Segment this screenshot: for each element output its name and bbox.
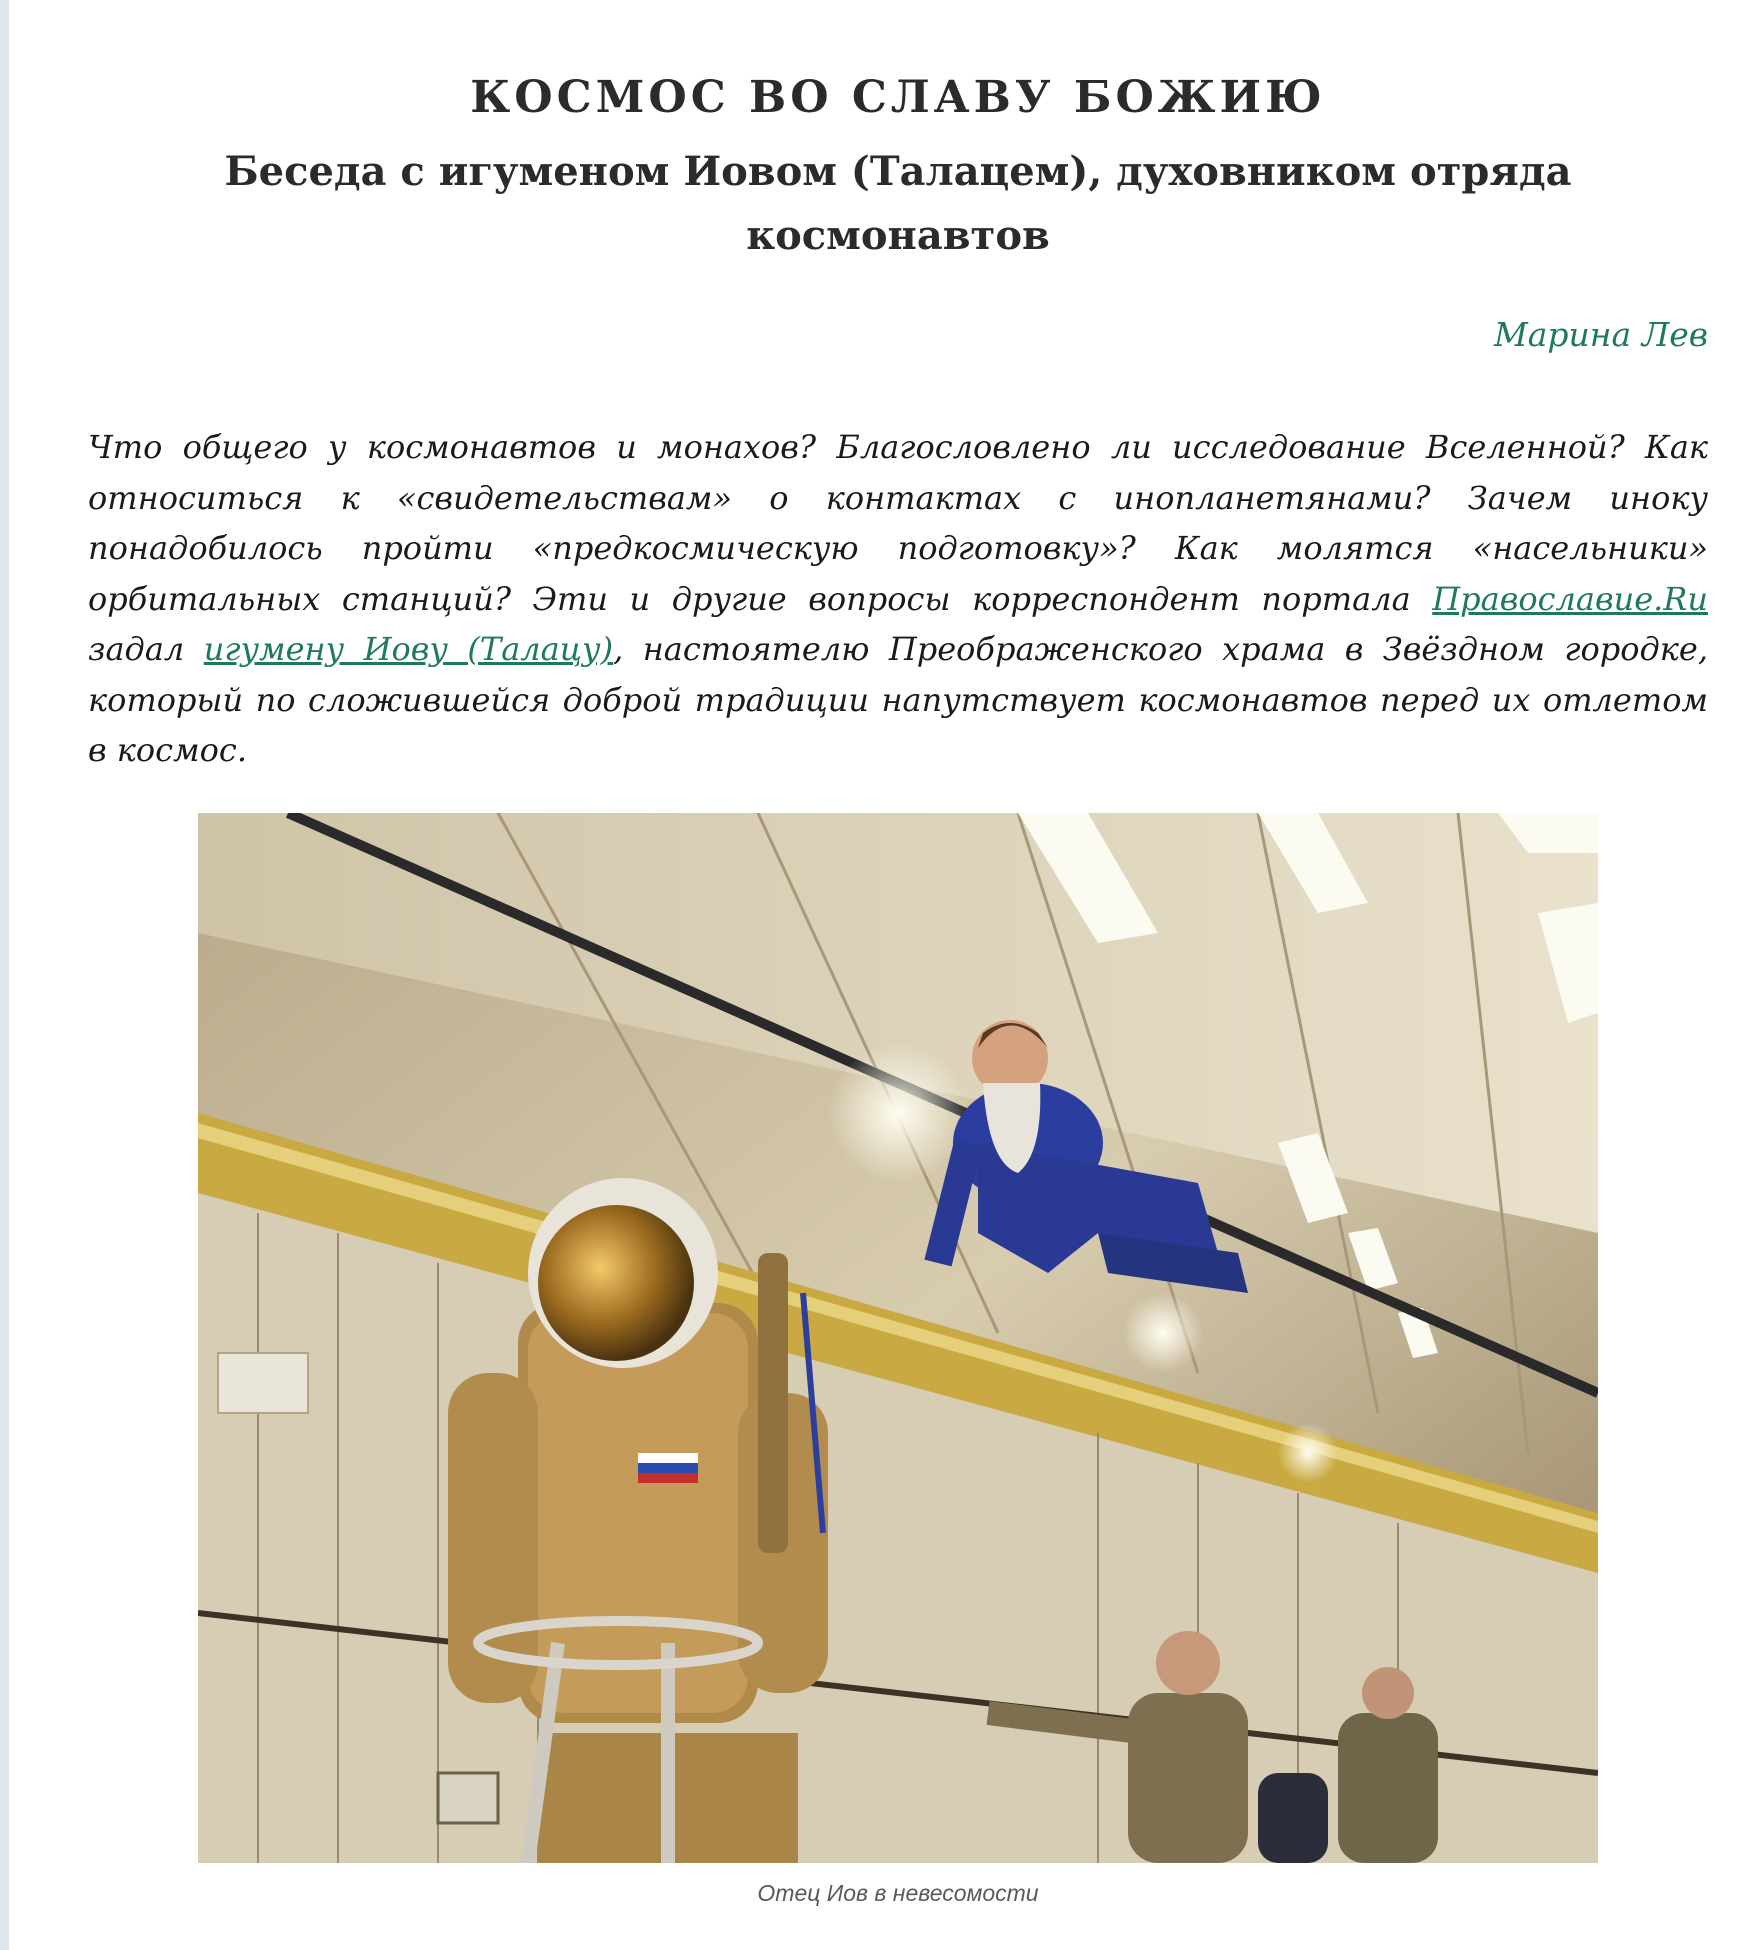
igumen-iov-link[interactable]: игумену Иову (Талацу) <box>203 630 614 668</box>
article-title: КОСМОС ВО СЛАВУ БОЖИЮ <box>470 72 1326 123</box>
article-subtitle: Беседа с игуменом Иовом (Талацем), духовником отряда космонавтов <box>224 148 1572 259</box>
article-photo <box>198 813 1598 1863</box>
article-lead <box>88 422 1708 776</box>
article-author[interactable]: Марина Лев <box>1493 315 1708 354</box>
page-left-border <box>0 0 9 1950</box>
zero-gravity-cabin-photo <box>198 813 1598 1863</box>
pravoslavie-ru-link[interactable]: Православие.Ru <box>1432 579 1708 618</box>
lead-text-2: задал <box>88 630 204 668</box>
lead-text-1: Что общего у космонавтов и монахов? Благословлено ли исследование Вселенной? Как относиться к «свидетельствам» о контактах с инопланетянами? Зачем иноку понадобилось пройти «предкосмическую подготовку»? Как молятся «насельники» орбитальных станций? Эти и другие вопросы корреспондент портала <box>88 428 1708 618</box>
photo-caption: Отец Иов в невесомости <box>757 1880 1039 1906</box>
lead-text-3: , настоятелю Преображенского храма в Звёздном городке, который по сложившейся доброй традиции напутствует космонавтов перед их отлетом в космос. <box>88 630 1709 769</box>
